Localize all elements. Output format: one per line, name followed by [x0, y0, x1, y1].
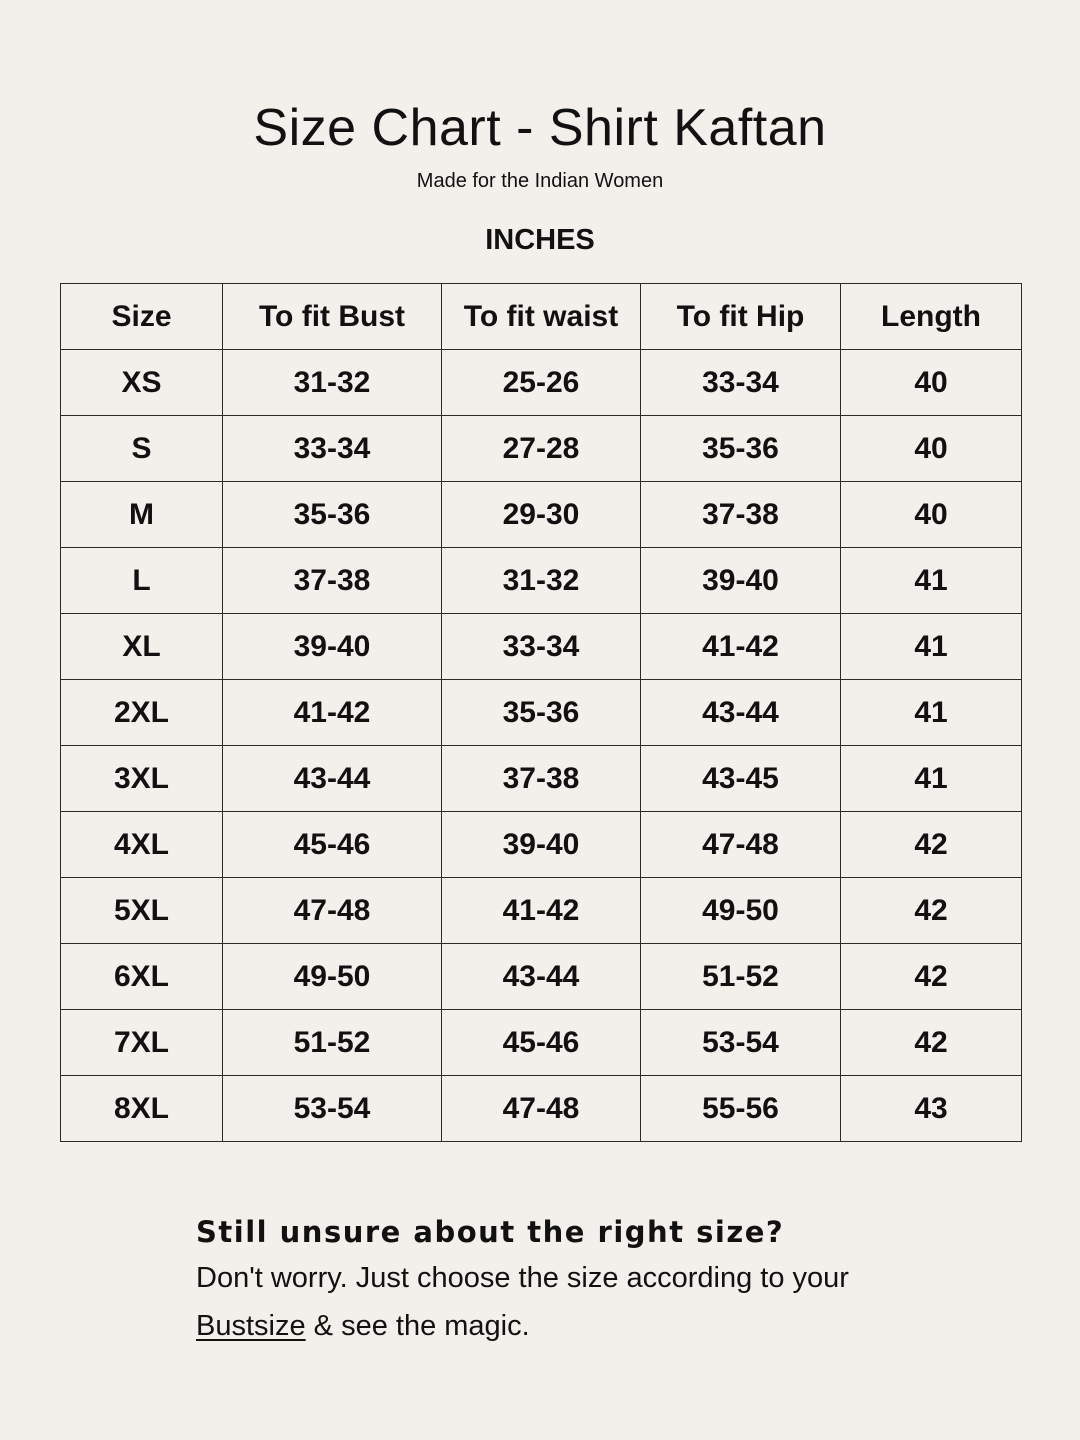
bustsize-link[interactable]: Bustsize [196, 1310, 306, 1342]
cell-size: 7XL [61, 1010, 223, 1076]
cell-length: 42 [841, 944, 1022, 1010]
cell-waist: 47-48 [442, 1076, 641, 1142]
cell-length: 40 [841, 350, 1022, 416]
cell-length: 41 [841, 548, 1022, 614]
table-row [61, 350, 1022, 416]
cell-size: 3XL [61, 746, 223, 812]
help-heading: Still unsure about the right size? [196, 1215, 785, 1249]
cell-hip: 55-56 [641, 1076, 841, 1142]
cell-hip: 35-36 [641, 416, 841, 482]
cell-bust: 31-32 [223, 350, 442, 416]
cell-size: 5XL [61, 878, 223, 944]
cell-length: 42 [841, 878, 1022, 944]
cell-hip: 49-50 [641, 878, 841, 944]
cell-bust: 39-40 [223, 614, 442, 680]
cell-size: 2XL [61, 680, 223, 746]
cell-bust: 51-52 [223, 1010, 442, 1076]
cell-bust: 45-46 [223, 812, 442, 878]
cell-waist: 31-32 [442, 548, 641, 614]
cell-hip: 53-54 [641, 1010, 841, 1076]
table-header-row [61, 284, 1022, 350]
cell-waist: 27-28 [442, 416, 641, 482]
cell-size: XL [61, 614, 223, 680]
cell-hip: 33-34 [641, 350, 841, 416]
cell-size: 6XL [61, 944, 223, 1010]
column-header-hip: To fit Hip [641, 284, 841, 350]
cell-size: 8XL [61, 1076, 223, 1142]
table-row [61, 1010, 1022, 1076]
cell-hip: 47-48 [641, 812, 841, 878]
page-title: Size Chart - Shirt Kaftan [253, 99, 827, 157]
cell-length: 43 [841, 1076, 1022, 1142]
unit-label: INCHES [485, 224, 595, 256]
help-text-line1: Don't worry. Just choose the size according to your [196, 1262, 849, 1294]
cell-waist: 43-44 [442, 944, 641, 1010]
table-row [61, 548, 1022, 614]
cell-waist: 39-40 [442, 812, 641, 878]
cell-hip: 41-42 [641, 614, 841, 680]
table-row [61, 416, 1022, 482]
cell-hip: 43-44 [641, 680, 841, 746]
cell-size: M [61, 482, 223, 548]
column-header-length: Length [841, 284, 1022, 350]
cell-size: L [61, 548, 223, 614]
help-text [196, 1254, 996, 1350]
cell-bust: 41-42 [223, 680, 442, 746]
cell-size: S [61, 416, 223, 482]
cell-waist: 29-30 [442, 482, 641, 548]
cell-bust: 37-38 [223, 548, 442, 614]
cell-length: 40 [841, 416, 1022, 482]
cell-hip: 51-52 [641, 944, 841, 1010]
table-row [61, 1076, 1022, 1142]
cell-length: 40 [841, 482, 1022, 548]
cell-waist: 25-26 [442, 350, 641, 416]
help-text-line2: & see the magic. [305, 1310, 530, 1342]
cell-hip: 39-40 [641, 548, 841, 614]
size-chart-table [60, 283, 1022, 1142]
table-row [61, 680, 1022, 746]
help-note [196, 1210, 996, 1350]
cell-waist: 33-34 [442, 614, 641, 680]
cell-bust: 49-50 [223, 944, 442, 1010]
cell-waist: 45-46 [442, 1010, 641, 1076]
cell-length: 41 [841, 680, 1022, 746]
cell-bust: 35-36 [223, 482, 442, 548]
cell-bust: 47-48 [223, 878, 442, 944]
page-subtitle: Made for the Indian Women [416, 170, 664, 192]
cell-hip: 37-38 [641, 482, 841, 548]
column-header-waist: To fit waist [442, 284, 641, 350]
column-header-bust: To fit Bust [223, 284, 442, 350]
table-row [61, 614, 1022, 680]
cell-size: 4XL [61, 812, 223, 878]
cell-length: 41 [841, 614, 1022, 680]
column-header-size: Size [61, 284, 223, 350]
cell-size: XS [61, 350, 223, 416]
cell-waist: 35-36 [442, 680, 641, 746]
cell-hip: 43-45 [641, 746, 841, 812]
cell-length: 42 [841, 1010, 1022, 1076]
cell-bust: 43-44 [223, 746, 442, 812]
cell-bust: 33-34 [223, 416, 442, 482]
table-row [61, 482, 1022, 548]
table-row [61, 878, 1022, 944]
cell-waist: 37-38 [442, 746, 641, 812]
table-row [61, 944, 1022, 1010]
cell-waist: 41-42 [442, 878, 641, 944]
table-body [61, 350, 1022, 1142]
table-row [61, 746, 1022, 812]
cell-bust: 53-54 [223, 1076, 442, 1142]
cell-length: 42 [841, 812, 1022, 878]
cell-length: 41 [841, 746, 1022, 812]
table-row [61, 812, 1022, 878]
